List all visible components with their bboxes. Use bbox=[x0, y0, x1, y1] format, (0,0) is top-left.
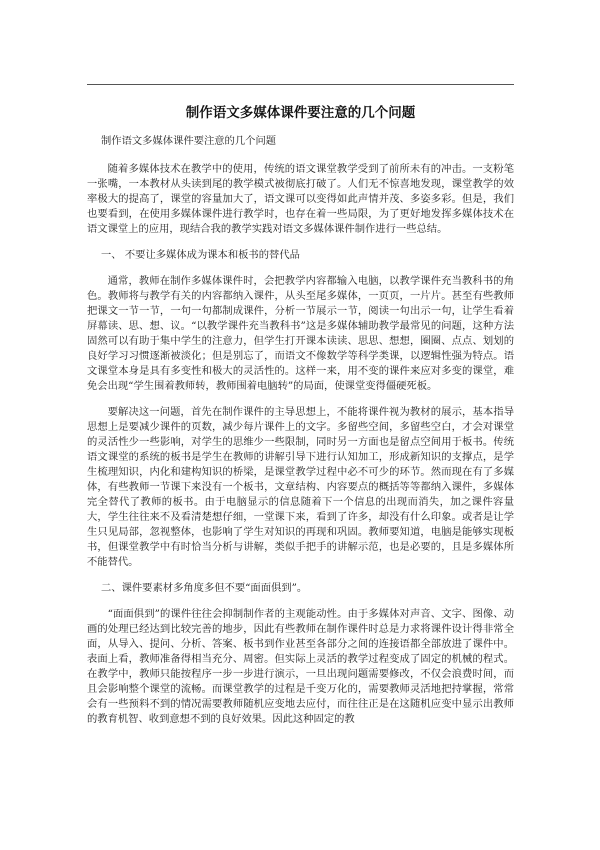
header-rule bbox=[87, 84, 514, 85]
section2-paragraph-1: “面面俱到”的课件往往会抑制制作者的主观能动性。由于多媒体对声音、文字、图像、动画的处理已经达到比较完善的地步，因此有些教师在制作课件时总是力求将课件设计得非常全面，从导入、提问、分析、答案、板书到作业甚至各部分之间的连接语都全部放进了课件中。表面上看，教师准备得相当充分、周密。但实际上灵活的教学过程变成了固定的机械的程式。在教学中，教师只能按程序一步一步进行演示，一旦出现问题需要修改，不仅会浪费时间，而且会影响整个课堂的流畅。而课堂教学的过程是千变万化的，需要教师灵活地把持掌握，常常会有一些预料不到的情况需要教师随机应变地去应付，而往往正是在这随机应变中显示出教师的教育机智、收到意想不到的良好效果。因此这种固定的教 bbox=[87, 608, 514, 725]
document-title: 制作语文多媒体课件要注意的几个问题 bbox=[185, 105, 416, 121]
section1-heading: 一、 不要让多媒体成为课本和板书的替代品 bbox=[101, 249, 300, 261]
section1-paragraph-1: 通常，教师在制作多媒体课件时，会把教学内容都输入电脑，以教学课件充当教科书的角色。教师将与教学有关的内容都纳入课件，从头至尾多媒体，一页页，一片片。甚至有些教师把课文一节一节，一句一句都制成课件，分析一节展示一节，阅读一句出示一句，让学生看着屏幕读、思、想、议。“以教学课件充当教科书”这是多媒体辅助教学最常见的问题，这种方法固然可以有助于集中学生的注意力，但学生打开课本读读、思思、想想，圈圈、点点、划划的良好学习习惯逐渐被淡化；但是别忘了，而语文不像数学等科学类课，以逻辑性强为特点。语文课堂本身是具有多变性和极大的灵活性的。这样一来，用不变的课件来应对多变的课堂，难免会出现“学生围着教师转，教师围着电脑转”的局面，使课堂变得僵硬死板。 bbox=[87, 275, 514, 392]
document-page bbox=[87, 104, 514, 738]
document-subtitle: 制作语文多媒体课件要注意的几个问题 bbox=[101, 135, 277, 147]
section2-heading: 二、课件要素材多角度多但不要“面面俱到”。 bbox=[101, 582, 308, 594]
intro-paragraph: 随着多媒体技术在教学中的使用，传统的语文课堂教学受到了前所未有的冲击。一支粉笔一张嘴，一本教材从头读到尾的教学模式被彻底打破了。人们无不惊喜地发现，课堂教学的效率极大的提高了，课堂的容量加大了，语文课可以变得如此声情并茂、多姿多彩。但是，我们也要看到，在使用多媒体课件进行教学时，也存在着一些局限，为了更好地发挥多媒体技术在语文课堂上的应用，现结合我的教学实践对语文多媒体课件制作进行一些总结。 bbox=[87, 163, 514, 235]
section1-paragraph-2: 要解决这一问题，首先在制作课件的主导思想上，不能将课件视为教材的展示，基本指导思想上是要减少课件的页数，减少每片课件上的文字。多留些空间，多留些空白，才会对课堂的灵活性少一些影响，对学生的思维少一些限制，同时另一方面也是留点空间用于板书。传统语文课堂的系统的板书是学生在教师的讲解引导下进行认知加工，形成新知识的支撑点，是学生梳理知识，内化和建构知识的桥梁，是课堂教学过程中必不可少的环节。然而现在有了多媒体，有些教师一节课下来没有一个板书，文章结构、内容要点的概括等等都纳入课件，多媒体完全替代了教师的板书。由于电脑显示的信息随着下一个信息的出现而消失，加之课件容量大，学生往往来不及看清楚想仔细，一堂课下来，看到了许多，却没有什么印象。或者是让学生只见局部，忽视整体，也影响了学生对知识的再现和巩固。教师要知道，电脑是能够实现板书，但课堂教学中有时恰当分析与讲解，类似手把手的讲解示范，也是必要的，且是多媒体所不能替代。 bbox=[87, 406, 514, 568]
